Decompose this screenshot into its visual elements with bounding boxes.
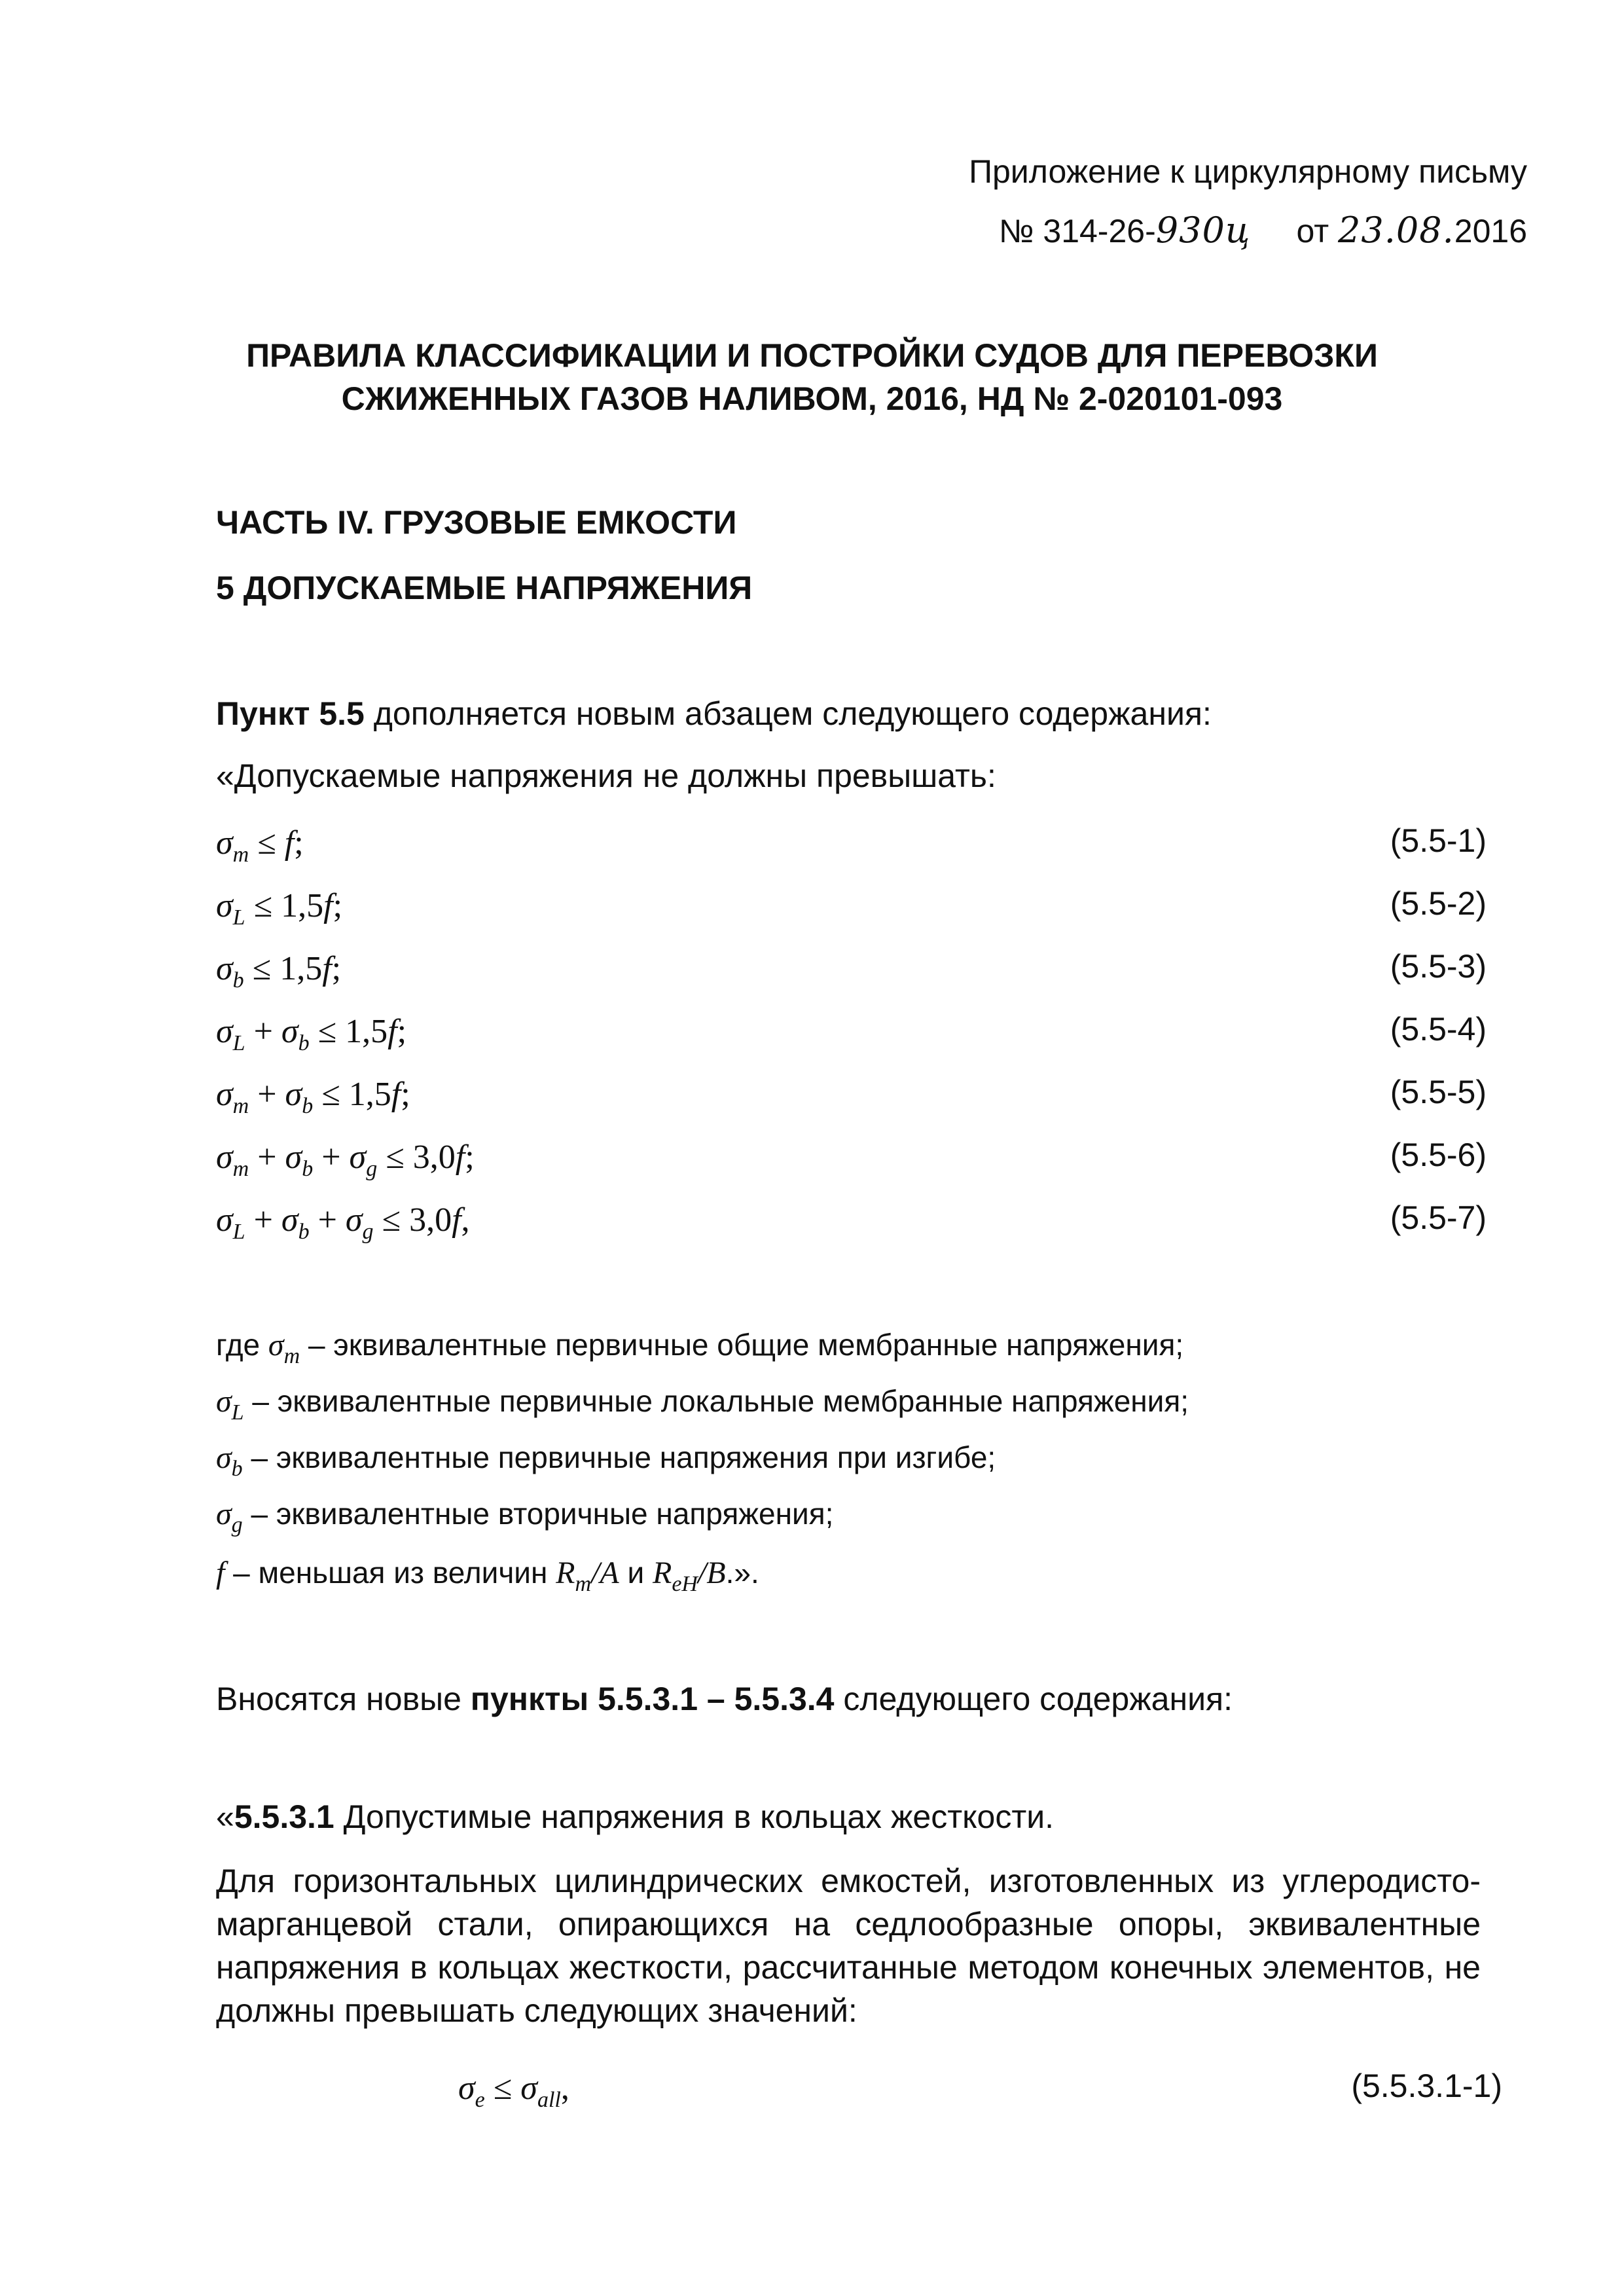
equation-5-5-3: $\sigma_b \le 1,5f$; <box>216 950 342 993</box>
document-title-line1: ПРАВИЛА КЛАССИФИКАЦИИ И ПОСТРОЙКИ СУДОВ ДЛЯ ПЕРЕВОЗКИ <box>246 337 1378 374</box>
equation-number-3: (5.5-3) <box>1390 948 1487 985</box>
equation-number-5: (5.5-5) <box>1390 1074 1487 1110</box>
equation-number-6: (5.5-6) <box>1390 1137 1487 1173</box>
appendix-label: Приложение к циркулярному письму <box>969 153 1527 190</box>
where-label: где <box>216 1328 261 1362</box>
document-title-line2: СЖИЖЕННЫХ ГАЗОВ НАЛИВОМ, 2016, НД № 2-020101-093 <box>341 380 1283 417</box>
equation-number-4: (5.5-4) <box>1390 1011 1487 1048</box>
part-heading: ЧАСТЬ IV. ГРУЗОВЫЕ ЕМКОСТИ <box>216 504 737 541</box>
definition-sigma-g-text: – эквивалентные вторичные напряжения; <box>251 1497 834 1531</box>
definition-sigma-b: $\sigma_b$ – эквивалентные первичные напряжения при изгибе; <box>216 1440 996 1481</box>
definition-sigma-m: где $\sigma_m$ – эквивалентные первичные общие мембранные напряжения; <box>216 1328 1184 1368</box>
intro-rest: дополняется новым абзацем следующего содержания: <box>364 695 1212 732</box>
equation-5-5-6: $\sigma_m + \sigma_b + \sigma_g \le 3,0f$; <box>216 1139 475 1181</box>
equation-5-5-5: $\sigma_m + \sigma_b \le 1,5f$; <box>216 1076 410 1118</box>
point-5531-paragraph: Для горизонтальных цилиндрических емкостей, изготовленных из углеродисто-марганцевой стали, опирающихся на седлообразные опоры, эквивалентные напряжения в кольцах жесткости, рассчитанные методом конечных элементов, не должны превышать следующих значений: <box>216 1863 1481 2029</box>
definition-f: f – меньшая из величин $R_m/A$ и $R_{eH}/B$.». <box>216 1556 759 1596</box>
definition-sigma-l-text: – эквивалентные первичные локальные мембранные напряжения; <box>252 1384 1189 1418</box>
point-5531-heading <box>216 1797 1054 1836</box>
letter-number-line <box>999 211 1527 251</box>
letter-date-prefix: от <box>1296 213 1338 249</box>
equation-5-5-3-1-1: $\sigma_e \le \sigma_{all}$, <box>458 2069 569 2112</box>
letter-date-handwritten: 23.08. <box>1338 210 1454 251</box>
point-5531-title: Допустимые напряжения в кольцах жесткости. <box>334 1798 1055 1835</box>
equation-number-1: (5.5-1) <box>1390 822 1487 859</box>
definition-sigma-m-text: – эквивалентные первичные общие мембранные напряжения; <box>308 1328 1184 1362</box>
letter-date-year: 2016 <box>1454 213 1527 249</box>
new-points-bold: пункты 5.5.3.1 – 5.5.3.4 <box>470 1681 835 1717</box>
definition-sigma-l: $\sigma_L$ – эквивалентные первичные локальные мембранные напряжения; <box>216 1384 1189 1425</box>
equation-5-5-4: $\sigma_L + \sigma_b \le 1,5f$; <box>216 1013 407 1055</box>
definition-sigma-b-text: – эквивалентные первичные напряжения при изгибе; <box>251 1440 996 1474</box>
definition-f-text: – меньшая из величин <box>233 1556 548 1590</box>
definition-and: и <box>627 1556 645 1590</box>
section-heading: 5 ДОПУСКАЕМЫЕ НАПРЯЖЕНИЯ <box>216 570 753 606</box>
point-5531-open-quote: « <box>216 1798 234 1835</box>
new-points-pre: Вносятся новые <box>216 1681 471 1717</box>
intro-bold: Пункт 5.5 <box>216 695 365 732</box>
equation-5-5-2: $\sigma_L \le 1,5f$; <box>216 887 343 930</box>
equation-number-2: (5.5-2) <box>1390 885 1487 922</box>
intro-line <box>216 694 1212 733</box>
equation-number-5531: (5.5.3.1-1) <box>1351 2068 1502 2104</box>
definition-sigma-g: $\sigma_g$ – эквивалентные вторичные напряжения; <box>216 1497 834 1537</box>
equation-number-7: (5.5-7) <box>1390 1199 1487 1236</box>
definition-end: .». <box>725 1556 759 1590</box>
letter-number-prefix: № 314-26- <box>998 213 1156 249</box>
equation-5-5-1: $\sigma_m \le f$; <box>216 824 304 867</box>
new-points-post: следующего содержания: <box>834 1681 1233 1717</box>
point-5531-number: 5.5.3.1 <box>234 1798 334 1835</box>
letter-number-handwritten: 930ц <box>1155 210 1251 251</box>
new-points-line <box>216 1679 1233 1719</box>
intro-quote: «Допускаемые напряжения не должны превышать: <box>216 757 996 794</box>
equation-5-5-7: $\sigma_L + \sigma_b + \sigma_g \le 3,0f$, <box>216 1201 470 1244</box>
